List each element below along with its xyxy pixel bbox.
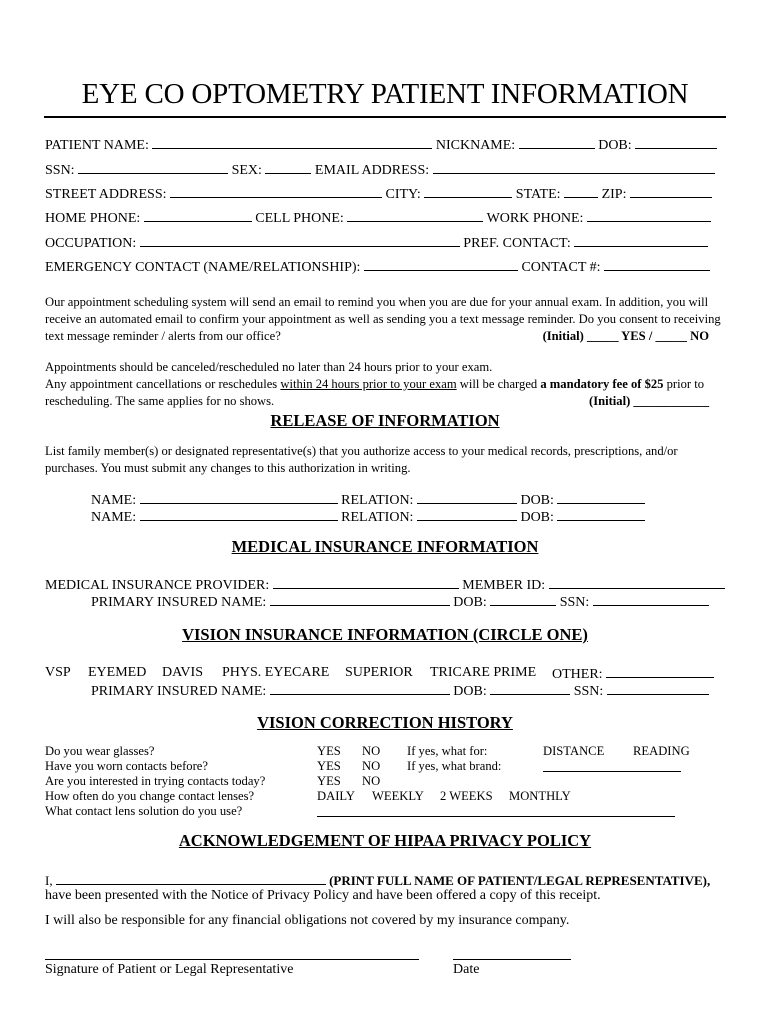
signature-label: Signature of Patient or Legal Representative [45, 962, 294, 977]
freq-daily[interactable]: DAILY [317, 789, 355, 803]
reminder-question: text message reminder / alerts from our office? [45, 329, 281, 343]
vision-option-davis[interactable]: DAVIS [162, 665, 203, 680]
signature-line[interactable] [45, 959, 419, 960]
phone-row [45, 208, 711, 227]
cancellation-line-3 [45, 393, 725, 410]
cell-phone-label: CELL PHONE: [255, 211, 344, 226]
release-name-label: NAME: [91, 510, 137, 525]
vision-dob-field[interactable] [490, 681, 570, 695]
contacts-no[interactable]: NO [362, 759, 381, 773]
vision-primary-label: PRIMARY INSURED NAME: [91, 684, 267, 699]
cancellation-text-c: prior to [663, 377, 705, 391]
date-line[interactable] [453, 959, 571, 960]
emergency-label: EMERGENCY CONTACT (NAME/RELATIONSHIP): [45, 260, 361, 275]
occupation-field[interactable] [140, 233, 460, 247]
hipaa-heading: ACKNOWLEDGEMENT OF HIPAA PRIVACY POLICY [178, 831, 592, 850]
release-relation-field[interactable] [417, 490, 517, 504]
city-label: CITY: [385, 187, 421, 202]
hipaa-i-label: I, [45, 873, 53, 888]
state-label: STATE: [515, 187, 561, 202]
vision-heading: VISION INSURANCE INFORMATION (CIRCLE ONE) [182, 625, 588, 644]
dob-label: DOB: [598, 138, 632, 153]
pref-contact-field[interactable] [574, 233, 708, 247]
medical-primary-field[interactable] [270, 592, 450, 606]
email-label: EMAIL ADDRESS: [314, 163, 430, 178]
city-field[interactable] [424, 184, 512, 198]
occupation-label: OCCUPATION: [45, 236, 137, 251]
interested-no[interactable]: NO [362, 774, 381, 788]
release-name-field[interactable] [140, 490, 338, 504]
ssn-label: SSN: [45, 163, 75, 178]
vision-option-superior[interactable]: SUPERIOR [345, 665, 413, 680]
medical-heading: MEDICAL INSURANCE INFORMATION [231, 537, 539, 556]
cancellation-fee: a mandatory fee of $25 [540, 377, 664, 391]
address-row [45, 184, 712, 203]
medical-ssn-field[interactable] [593, 592, 709, 606]
reminder-line-2: receive an automated email to confirm your appointment as well as sending you a text message reminder. Do you consent to receiving [45, 312, 721, 326]
vision-primary-row [91, 681, 709, 700]
cancellation-line-1: Appointments should be canceled/rescheduled no later than 24 hours prior to your exam. [45, 360, 493, 374]
release-paragraph [45, 443, 725, 477]
release-relation-label: RELATION: [341, 510, 414, 525]
vision-ssn-field[interactable] [607, 681, 709, 695]
contact-num-field[interactable] [604, 257, 710, 271]
contacts-yes[interactable]: YES [317, 759, 341, 773]
vision-ssn-label: SSN: [573, 684, 604, 699]
contact-num-label: CONTACT #: [521, 260, 601, 275]
state-field[interactable] [564, 184, 598, 198]
patient-name-field[interactable] [152, 135, 432, 149]
vision-option-vsp[interactable]: VSP [45, 665, 71, 680]
history-heading: VISION CORRECTION HISTORY [257, 713, 513, 732]
emergency-row [45, 257, 710, 276]
hipaa-print-name-field[interactable] [56, 871, 326, 885]
reminder-line-3 [45, 328, 725, 345]
cancellation-initial[interactable]: (Initial) ____________ [589, 394, 709, 408]
member-id-field[interactable] [549, 575, 725, 589]
dob-field[interactable] [635, 135, 717, 149]
home-phone-label: HOME PHONE: [45, 211, 141, 226]
contacts-brand-label: If yes, what brand: [407, 759, 502, 773]
nickname-label: NICKNAME: [435, 138, 516, 153]
medical-provider-label: MEDICAL INSURANCE PROVIDER: [45, 578, 270, 593]
ssn-field[interactable] [78, 160, 228, 174]
hipaa-print-name-label: (PRINT FULL NAME OF PATIENT/LEGAL REPRESENTATIVE), [329, 873, 711, 888]
solution-field[interactable] [317, 816, 675, 817]
patient-name-row [45, 135, 717, 154]
question-worn-contacts: Have you worn contacts before? [45, 759, 208, 773]
question-change-frequency: How often do you change contact lenses? [45, 789, 255, 803]
title-rule [44, 116, 726, 118]
question-solution: What contact lens solution do you use? [45, 804, 243, 818]
street-field[interactable] [170, 184, 382, 198]
release-relation-field[interactable] [417, 507, 517, 521]
member-id-label: MEMBER ID: [462, 578, 546, 593]
contacts-brand-field[interactable] [543, 771, 681, 772]
vision-option-phys-eyecare[interactable]: PHYS. EYECARE [222, 665, 330, 680]
release-dob-label: DOB: [520, 510, 554, 525]
release-dob-field[interactable] [557, 507, 645, 521]
question-interested-contacts: Are you interested in trying contacts today? [45, 774, 266, 788]
work-phone-field[interactable] [587, 208, 711, 222]
release-line-1: List family member(s) or designated representative(s) that you authorize access to your medical records, prescriptions, and/or [45, 444, 678, 458]
reading-option[interactable]: READING [633, 744, 690, 758]
cancellation-notice [45, 359, 725, 410]
emergency-field[interactable] [364, 257, 518, 271]
release-row-2 [91, 507, 645, 526]
email-field[interactable] [433, 160, 715, 174]
freq-monthly[interactable]: MONTHLY [509, 789, 571, 803]
freq-weekly[interactable]: WEEKLY [372, 789, 424, 803]
glasses-yes[interactable]: YES [317, 744, 341, 758]
medical-primary-label: PRIMARY INSURED NAME: [91, 595, 267, 610]
occupation-row [45, 233, 708, 252]
question-glasses: Do you wear glasses? [45, 744, 155, 758]
work-phone-label: WORK PHONE: [486, 211, 584, 226]
release-dob-field[interactable] [557, 490, 645, 504]
reminder-notice [45, 294, 725, 345]
release-heading: RELEASE OF INFORMATION [270, 411, 500, 430]
hipaa-presented-text: have been presented with the Notice of Privacy Policy and have been offered a copy of this receipt. [45, 888, 601, 903]
hipaa-financial-text: I will also be responsible for any financial obligations not covered by my insurance company. [45, 913, 570, 928]
vision-option-tricare[interactable]: TRICARE PRIME [430, 665, 537, 680]
no-show-text: rescheduling. The same applies for no shows. [45, 394, 275, 408]
reminder-line-1: Our appointment scheduling system will send an email to remind you when you are due for your annual exam. In addition, you will [45, 295, 709, 309]
vision-option-eyemed[interactable]: EYEMED [88, 665, 147, 680]
vision-other-label: OTHER: [552, 667, 603, 682]
reminder-initial[interactable]: (Initial) _____ YES / _____ NO [542, 329, 709, 343]
distance-option[interactable]: DISTANCE [543, 744, 605, 758]
cancellation-line-2 [45, 376, 725, 393]
medical-dob-field[interactable] [490, 592, 556, 606]
vision-dob-label: DOB: [453, 684, 487, 699]
release-dob-label: DOB: [520, 493, 554, 508]
release-relation-label: RELATION: [341, 493, 414, 508]
page-title: EYE CO OPTOMETRY PATIENT INFORMATION [81, 78, 689, 110]
release-name-field[interactable] [140, 507, 338, 521]
interested-yes[interactable]: YES [317, 774, 341, 788]
street-label: STREET ADDRESS: [45, 187, 167, 202]
sex-label: SEX: [231, 163, 262, 178]
pref-contact-label: PREF. CONTACT: [463, 236, 571, 251]
nickname-field[interactable] [519, 135, 595, 149]
zip-field[interactable] [630, 184, 712, 198]
cancellation-text-a: Any appointment cancellations or reschedules [45, 377, 281, 391]
cancellation-window: within 24 hours prior to your exam [280, 377, 457, 391]
glasses-purpose-label: If yes, what for: [407, 744, 488, 758]
medical-primary-row [91, 592, 709, 611]
glasses-no[interactable]: NO [362, 744, 381, 758]
release-name-label: NAME: [91, 493, 137, 508]
medical-dob-label: DOB: [453, 595, 487, 610]
vision-other-field[interactable] [606, 664, 714, 678]
patient-name-label: PATIENT NAME: [45, 138, 149, 153]
release-line-2: purchases. You must submit any changes to this authorization in writing. [45, 461, 411, 475]
cell-phone-field[interactable] [347, 208, 483, 222]
medical-ssn-label: SSN: [559, 595, 590, 610]
cancellation-text-b: will be charged [456, 377, 541, 391]
medical-provider-field[interactable] [273, 575, 459, 589]
home-phone-field[interactable] [144, 208, 252, 222]
ssn-row [45, 160, 715, 179]
zip-label: ZIP: [601, 187, 627, 202]
sex-field[interactable] [265, 160, 311, 174]
vision-primary-field[interactable] [270, 681, 450, 695]
freq-2-weeks[interactable]: 2 WEEKS [440, 789, 493, 803]
date-label: Date [453, 962, 480, 977]
